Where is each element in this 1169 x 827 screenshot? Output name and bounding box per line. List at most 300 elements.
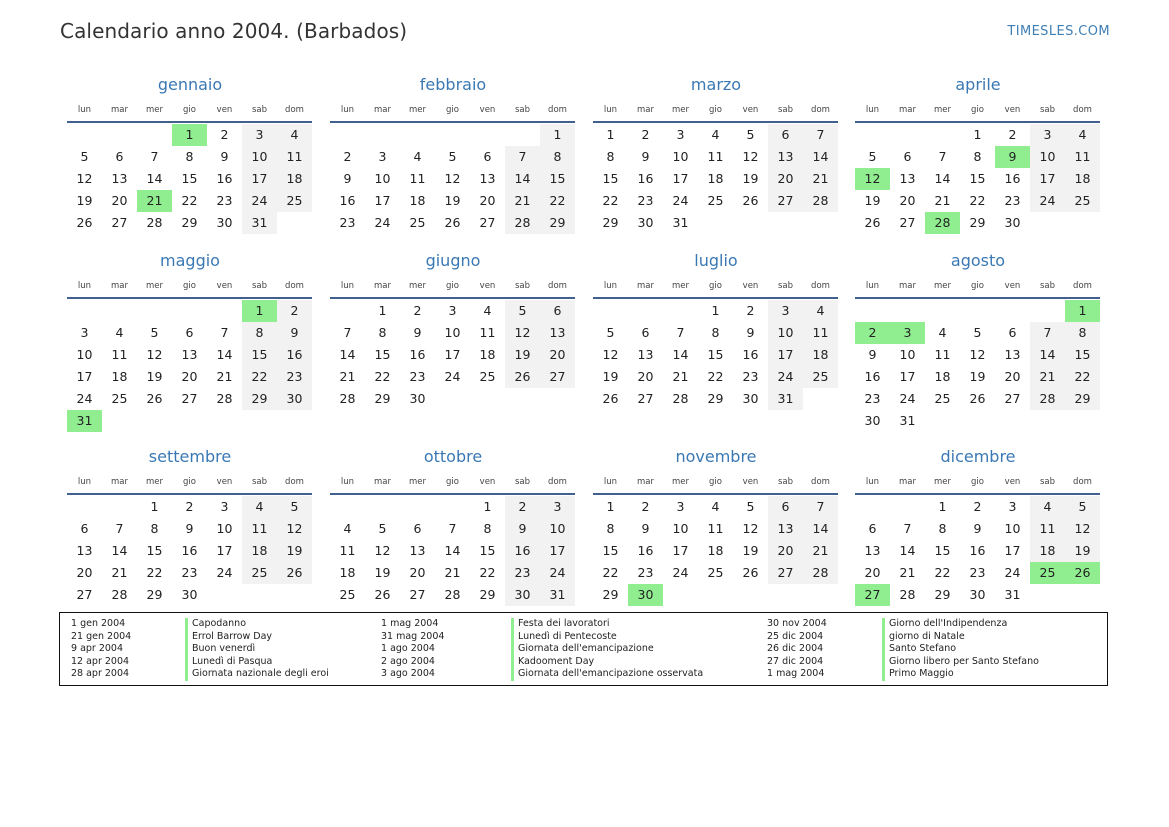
day-cell: 15 [479, 543, 496, 558]
day-cell: 12 [855, 168, 890, 190]
day-cell: 1 [540, 124, 575, 146]
day-cell: 28 [146, 215, 163, 230]
month-name: ottobre [423, 447, 483, 466]
day-cell: 11 [111, 347, 128, 362]
day-cell: 22 [1065, 366, 1100, 388]
day-cell: 12 [76, 171, 93, 186]
weekday-label: lun [603, 281, 618, 291]
day-cell: 11 [1030, 518, 1065, 540]
empty-cell [277, 584, 312, 606]
day-cell: 16 [864, 369, 881, 384]
day-cell: 18 [707, 543, 724, 558]
weekday-label: sab [1039, 105, 1056, 115]
day-grid [855, 300, 1101, 432]
day-cell: 28 [803, 562, 838, 584]
day-cell: 13 [637, 347, 654, 362]
month-luglio [593, 250, 839, 410]
day-cell: 8 [185, 149, 194, 164]
weekday-label: mer [933, 105, 951, 115]
day-cell: 25 [339, 587, 356, 602]
day-cell: 19 [374, 565, 391, 580]
day-grid [593, 124, 839, 234]
empty-cell [995, 410, 1030, 432]
holiday-list [59, 612, 1108, 686]
day-cell: 20 [111, 193, 128, 208]
day-grid [67, 124, 313, 234]
day-cell: 21 [934, 193, 951, 208]
day-cell: 26 [602, 391, 619, 406]
day-cell: 15 [181, 171, 198, 186]
weekday-label: gio [183, 281, 196, 291]
day-cell: 19 [1065, 540, 1100, 562]
day-cell: 19 [444, 193, 461, 208]
day-cell: 3 [1030, 124, 1065, 146]
day-cell: 13 [1004, 347, 1021, 362]
empty-cell [803, 212, 838, 234]
holiday-name: Primo Maggio [889, 668, 954, 680]
weekday-label: ven [1004, 477, 1021, 487]
day-cell: 26 [864, 215, 881, 230]
day-cell: 25 [277, 190, 312, 212]
day-cell: 22 [602, 193, 619, 208]
day-cell: 11 [707, 521, 724, 536]
day-cell: 21 [339, 369, 356, 384]
day-cell: 12 [602, 347, 619, 362]
day-cell: 25 [479, 369, 496, 384]
day-cell: 15 [602, 171, 619, 186]
weekday-label: sab [1039, 281, 1056, 291]
day-cell: 10 [444, 325, 461, 340]
day-cell: 17 [76, 369, 93, 384]
day-cell: 25 [707, 565, 724, 580]
day-cell: 9 [641, 521, 650, 536]
day-cell: 27 [479, 215, 496, 230]
day-cell: 1 [378, 303, 387, 318]
weekday-label: mar [637, 477, 654, 487]
day-cell: 29 [181, 215, 198, 230]
holiday-dates-column [71, 618, 131, 681]
weekday-label: ven [742, 105, 759, 115]
weekday-label: mar [899, 281, 916, 291]
day-cell: 6 [413, 521, 422, 536]
day-cell: 19 [505, 344, 540, 366]
day-cell: 8 [378, 325, 387, 340]
empty-cell [925, 124, 960, 146]
day-cell: 9 [995, 146, 1030, 168]
day-cell: 4 [277, 124, 312, 146]
empty-cell [470, 124, 505, 146]
day-cell: 12 [969, 347, 986, 362]
weekday-label: mer [933, 477, 951, 487]
empty-cell [67, 124, 102, 146]
holiday-name: Giornata dell'emancipazione [518, 643, 654, 655]
empty-cell [137, 410, 172, 432]
day-cell: 23 [864, 391, 881, 406]
empty-cell [137, 300, 172, 322]
weekday-label: dom [1073, 281, 1092, 291]
day-cell: 23 [181, 565, 198, 580]
day-cell: 28 [505, 212, 540, 234]
day-cell: 4 [711, 499, 720, 514]
day-cell: 4 [1030, 496, 1065, 518]
day-cell: 2 [413, 303, 422, 318]
weekday-label: mer [408, 477, 426, 487]
month-name: marzo [690, 75, 742, 94]
day-cell: 18 [339, 565, 356, 580]
day-cell: 6 [641, 325, 650, 340]
weekday-label: gio [446, 281, 459, 291]
day-cell: 24 [768, 366, 803, 388]
day-cell: 22 [969, 193, 986, 208]
weekday-label: lun [340, 281, 355, 291]
day-cell: 10 [1030, 146, 1065, 168]
empty-cell [1065, 584, 1100, 606]
day-cell: 15 [242, 344, 277, 366]
weekday-label: dom [811, 105, 830, 115]
weekday-label: mar [374, 281, 391, 291]
day-cell: 30 [277, 388, 312, 410]
day-cell: 17 [540, 540, 575, 562]
day-cell: 20 [76, 565, 93, 580]
weekday-label: gio [709, 281, 722, 291]
day-cell: 26 [969, 391, 986, 406]
day-cell: 4 [413, 149, 422, 164]
day-cell: 31 [899, 413, 916, 428]
empty-cell [172, 410, 207, 432]
empty-cell [628, 300, 663, 322]
weekday-label: sab [251, 105, 268, 115]
day-cell: 13 [479, 171, 496, 186]
day-cell: 22 [242, 366, 277, 388]
day-cell: 30 [742, 391, 759, 406]
day-cell: 13 [76, 543, 93, 558]
day-cell: 23 [637, 565, 654, 580]
day-cell: 24 [76, 391, 93, 406]
day-cell: 24 [444, 369, 461, 384]
day-cell: 24 [540, 562, 575, 584]
weekday-label: mar [111, 477, 128, 487]
day-cell: 16 [637, 171, 654, 186]
day-cell: 22 [479, 565, 496, 580]
empty-cell [733, 212, 768, 234]
day-cell: 24 [216, 565, 233, 580]
day-cell: 24 [899, 391, 916, 406]
day-cell: 7 [220, 325, 229, 340]
day-cell: 17 [672, 171, 689, 186]
day-cell: 29 [969, 215, 986, 230]
day-cell: 6 [115, 149, 124, 164]
weekday-label: ven [479, 281, 496, 291]
month-maggio [67, 250, 313, 432]
day-cell: 5 [746, 499, 755, 514]
month-name: maggio [160, 251, 220, 270]
day-cell: 10 [1004, 521, 1021, 536]
day-cell: 4 [803, 300, 838, 322]
empty-cell [995, 300, 1030, 322]
weekday-label: dom [811, 281, 830, 291]
empty-cell [277, 410, 312, 432]
holiday-date: 2 ago 2004 [381, 655, 435, 667]
month-aprile [855, 74, 1101, 234]
day-cell: 20 [899, 193, 916, 208]
day-cell: 9 [220, 149, 229, 164]
holiday-names-column [882, 618, 1039, 681]
day-cell: 29 [146, 587, 163, 602]
weekday-header [593, 274, 839, 294]
day-cell: 13 [768, 518, 803, 540]
day-cell: 27 [899, 215, 916, 230]
day-cell: 3 [890, 322, 925, 344]
day-cell: 10 [672, 521, 689, 536]
day-cell: 1 [606, 499, 615, 514]
weekday-label: mar [899, 477, 916, 487]
day-cell: 24 [672, 193, 689, 208]
day-cell: 11 [803, 322, 838, 344]
day-cell: 29 [540, 212, 575, 234]
day-cell: 25 [707, 193, 724, 208]
weekday-label: ven [216, 105, 233, 115]
day-cell: 1 [606, 127, 615, 142]
day-cell: 29 [934, 587, 951, 602]
month-ottobre [330, 446, 576, 606]
holiday-name: Capodanno [192, 618, 247, 629]
day-cell: 8 [150, 521, 159, 536]
day-cell: 26 [742, 565, 759, 580]
weekday-label: gio [971, 281, 984, 291]
day-cell: 22 [602, 565, 619, 580]
day-cell: 2 [277, 300, 312, 322]
day-cell: 23 [637, 193, 654, 208]
weekday-header [855, 274, 1101, 294]
day-cell: 1 [1065, 300, 1100, 322]
day-cell: 22 [707, 369, 724, 384]
day-cell: 27 [540, 366, 575, 388]
day-cell: 25 [242, 562, 277, 584]
weekday-header [855, 470, 1101, 490]
day-cell: 16 [216, 171, 233, 186]
weekday-header [67, 98, 313, 118]
day-cell: 12 [505, 322, 540, 344]
holiday-date: 21 gen 2004 [71, 630, 132, 642]
day-cell: 7 [150, 149, 159, 164]
day-cell: 16 [1004, 171, 1021, 186]
day-cell: 22 [146, 565, 163, 580]
weekday-label: sab [777, 105, 794, 115]
holiday-name: Santo Stefano [889, 643, 957, 655]
day-cell: 2 [220, 127, 229, 142]
day-cell: 26 [374, 587, 391, 602]
weekday-label: lun [865, 281, 880, 291]
weekday-label: lun [865, 105, 880, 115]
day-cell: 8 [711, 325, 720, 340]
day-cell: 20 [768, 540, 803, 562]
day-cell: 25 [1065, 190, 1100, 212]
day-cell: 31 [242, 212, 277, 234]
day-cell: 24 [1004, 565, 1021, 580]
day-cell: 3 [540, 496, 575, 518]
month-marzo [593, 74, 839, 234]
day-cell: 2 [343, 149, 352, 164]
day-cell: 24 [1030, 190, 1065, 212]
day-grid [593, 300, 839, 410]
holiday-name: Kadooment Day [518, 655, 595, 667]
empty-cell [663, 300, 698, 322]
day-cell: 21 [216, 369, 233, 384]
day-cell: 14 [934, 171, 951, 186]
day-cell: 24 [242, 190, 277, 212]
day-cell: 27 [76, 587, 93, 602]
day-grid [330, 124, 576, 234]
day-cell: 7 [676, 325, 685, 340]
day-cell: 23 [505, 562, 540, 584]
weekday-header [67, 470, 313, 490]
empty-cell [102, 300, 137, 322]
day-cell: 5 [1065, 496, 1100, 518]
day-cell: 13 [111, 171, 128, 186]
weekday-label: mer [408, 281, 426, 291]
weekday-label: sab [514, 477, 531, 487]
day-cell: 21 [444, 565, 461, 580]
weekday-label: ven [216, 477, 233, 487]
day-cell: 14 [216, 347, 233, 362]
day-cell: 18 [934, 369, 951, 384]
weekday-label: lun [77, 477, 92, 487]
day-cell: 20 [637, 369, 654, 384]
day-cell: 28 [216, 391, 233, 406]
weekday-label: lun [340, 105, 355, 115]
day-cell: 9 [973, 521, 982, 536]
day-cell: 27 [768, 190, 803, 212]
weekday-header [593, 98, 839, 118]
weekday-label: lun [340, 477, 355, 487]
day-cell: 20 [540, 344, 575, 366]
month-name: novembre [675, 447, 757, 466]
day-cell: 16 [969, 543, 986, 558]
day-cell: 10 [242, 146, 277, 168]
weekday-header [330, 98, 576, 118]
weekday-header [330, 470, 576, 490]
weekday-label: mer [671, 281, 689, 291]
holiday-date: 1 gen 2004 [71, 618, 126, 629]
day-cell: 17 [672, 543, 689, 558]
day-cell: 15 [602, 543, 619, 558]
day-cell: 16 [339, 193, 356, 208]
day-cell: 31 [768, 388, 803, 410]
holiday-date: 25 dic 2004 [767, 630, 824, 642]
day-cell: 15 [540, 168, 575, 190]
day-cell: 23 [216, 193, 233, 208]
day-cell: 18 [479, 347, 496, 362]
day-cell: 22 [181, 193, 198, 208]
weekday-label: ven [1004, 105, 1021, 115]
day-cell: 9 [868, 347, 877, 362]
day-cell: 7 [343, 325, 352, 340]
empty-cell [1030, 584, 1065, 606]
empty-cell [277, 212, 312, 234]
weekday-label: mar [111, 105, 128, 115]
day-cell: 5 [150, 325, 159, 340]
day-cell: 18 [707, 171, 724, 186]
empty-cell [1030, 300, 1065, 322]
day-cell: 19 [864, 193, 881, 208]
site-link[interactable]: TIMESLES.COM [1007, 24, 1110, 39]
weekday-label: gio [446, 105, 459, 115]
day-cell: 5 [80, 149, 89, 164]
day-cell: 1 [483, 499, 492, 514]
day-cell: 18 [1030, 540, 1065, 562]
day-cell: 6 [185, 325, 194, 340]
weekday-label: mer [145, 477, 163, 487]
day-cell: 19 [742, 543, 759, 558]
holiday-name: Lunedì di Pasqua [192, 655, 273, 667]
day-cell: 18 [1065, 168, 1100, 190]
day-cell: 13 [899, 171, 916, 186]
day-cell: 8 [1065, 322, 1100, 344]
day-cell: 28 [672, 391, 689, 406]
day-grid [593, 496, 839, 606]
day-cell: 14 [803, 146, 838, 168]
empty-cell [470, 388, 505, 410]
day-cell: 11 [1065, 146, 1100, 168]
day-cell: 3 [676, 499, 685, 514]
day-cell: 2 [185, 499, 194, 514]
day-cell: 27 [637, 391, 654, 406]
day-cell: 10 [540, 518, 575, 540]
day-cell: 18 [242, 540, 277, 562]
day-cell: 19 [742, 171, 759, 186]
empty-cell [925, 410, 960, 432]
day-cell: 7 [803, 496, 838, 518]
day-cell: 30 [864, 413, 881, 428]
day-cell: 29 [242, 388, 277, 410]
holiday-date: 27 dic 2004 [767, 655, 824, 667]
empty-cell [207, 584, 242, 606]
day-cell: 25 [409, 215, 426, 230]
day-cell: 25 [934, 391, 951, 406]
weekday-label: lun [603, 477, 618, 487]
day-cell: 11 [409, 171, 426, 186]
empty-cell [698, 212, 733, 234]
holiday-names-column [511, 618, 703, 681]
day-cell: 3 [448, 303, 457, 318]
weekday-label: dom [285, 105, 304, 115]
day-cell: 8 [540, 146, 575, 168]
day-cell: 9 [641, 149, 650, 164]
empty-cell [855, 124, 890, 146]
day-cell: 3 [676, 127, 685, 142]
empty-cell [207, 410, 242, 432]
day-cell: 1 [150, 499, 159, 514]
month-dicembre [855, 446, 1101, 606]
weekday-label: sab [777, 477, 794, 487]
holiday-name: Festa dei lavoratori [518, 618, 610, 629]
empty-cell [242, 584, 277, 606]
day-cell: 19 [277, 540, 312, 562]
day-cell: 21 [111, 565, 128, 580]
weekday-label: mer [408, 105, 426, 115]
day-cell: 30 [969, 587, 986, 602]
day-cell: 4 [1065, 124, 1100, 146]
day-cell: 23 [409, 369, 426, 384]
day-cell: 9 [277, 322, 312, 344]
month-name: dicembre [940, 447, 1016, 466]
day-cell: 21 [1030, 366, 1065, 388]
day-cell: 5 [505, 300, 540, 322]
weekday-label: mar [374, 105, 391, 115]
day-cell: 5 [973, 325, 982, 340]
empty-cell [540, 388, 575, 410]
day-cell: 9 [343, 171, 352, 186]
